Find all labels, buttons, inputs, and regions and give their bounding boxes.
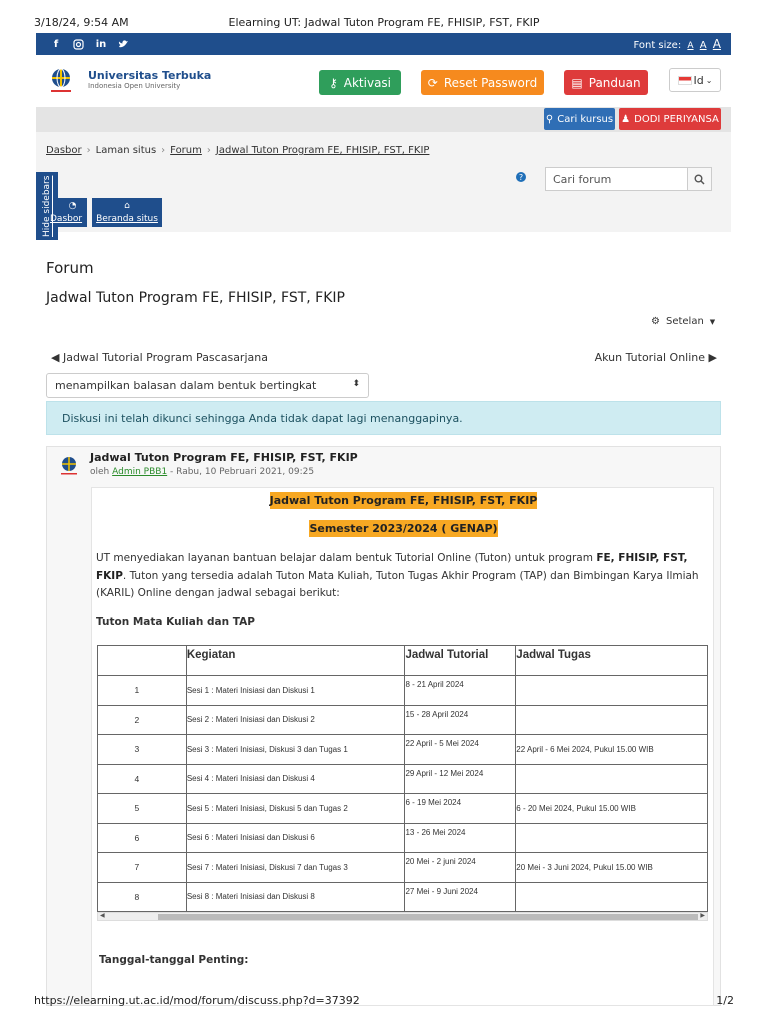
hide-sidebars-button[interactable]: Hide sidebars [36,172,58,240]
cell-kegiatan: Sesi 8 : Materi Inisiasi dan Diskusi 8 [186,882,405,912]
font-size-control [633,37,721,51]
document-icon: ▤ [571,75,583,90]
cari-kursus-button[interactable] [544,108,615,130]
display-mode-select[interactable] [46,373,369,398]
prev-discussion-link[interactable]: ◀ Jadwal Tutorial Program Pascasarjana [51,351,268,364]
cell-no: 1 [98,676,187,706]
facebook-icon[interactable]: f [53,38,59,50]
cell-jadwal-tugas: 6 - 20 Mei 2024, Pukul 15.00 WIB [516,794,708,824]
language-select[interactable] [669,68,721,92]
panduan-button[interactable] [564,70,648,95]
home-icon: ⌂ [124,201,130,211]
nav-beranda-situs[interactable] [92,198,162,227]
aktivasi-button[interactable] [319,70,401,95]
search-icon [694,174,705,185]
heading-semester: Semester 2023/2024 ( GENAP) [309,522,498,535]
cell-jadwal-tutorial: 20 Mei - 2 juni 2024 [405,853,516,883]
print-title: Elearning UT: Jadwal Tuton Program FE, FHISIP, FST, FKIP [228,16,540,29]
cell-jadwal-tugas [516,882,708,912]
cell-no: 6 [98,823,187,853]
intro-part-a: UT menyediakan layanan bantuan belajar dalam bentuk Tutorial Online (Tuton) untuk program [96,552,597,564]
key-icon: ⚷ [328,75,338,90]
search-icon: ⚲ [545,113,554,125]
breadcrumb: Dasbor › Laman situs › Forum › Jadwal Tuton Program FE, FHISIP, FST, FKIP [46,145,430,156]
display-mode-value: menampilkan balasan dalam bentuk bertingkat [55,379,317,392]
scrollbar-thumb[interactable] [158,914,698,920]
cell-no: 4 [98,764,187,794]
cell-no: 7 [98,853,187,883]
col-header-kegiatan: Kegiatan [186,646,405,676]
refresh-icon: ⟳ [427,75,438,90]
heading-program: Jadwal Tuton Program FE, FHISIP, FST, FKIP [269,494,538,507]
cell-no: 3 [98,735,187,765]
instagram-icon[interactable] [68,33,88,55]
scroll-left-icon[interactable]: ◀ [100,912,105,919]
cell-kegiatan: Sesi 3 : Materi Inisiasi, Diskusi 3 dan Tugas 1 [186,735,405,765]
table-horizontal-scrollbar[interactable] [97,912,708,921]
brand-subtitle: Indonesia Open University [88,82,181,90]
post-byline [90,467,314,477]
cell-jadwal-tutorial: 29 April - 12 Mei 2024 [405,764,516,794]
linkedin-icon[interactable]: in [95,38,107,50]
brand-name[interactable]: Universitas Terbuka [88,69,212,82]
section-heading: Tuton Mata Kuliah dan TAP [96,616,255,628]
font-size-medium[interactable]: A [699,40,707,51]
breadcrumb-dasbor[interactable]: Dasbor [46,145,82,156]
cell-no: 5 [98,794,187,824]
cell-jadwal-tutorial: 22 April - 5 Mei 2024 [405,735,516,765]
post-title: Jadwal Tuton Program FE, FHISIP, FST, FKIP [90,451,358,464]
ut-logo-icon[interactable] [46,65,76,95]
intro-paragraph [96,550,708,603]
cell-no: 2 [98,705,187,735]
nav-beranda-label: Beranda situs [96,214,158,224]
col-header-jadwal-tutorial: Jadwal Tutorial [405,646,516,676]
scroll-right-icon[interactable]: ▶ [700,912,705,919]
font-size-label: Font size: [633,40,682,51]
caret-down-icon: ▼ [709,317,716,326]
cell-no: 8 [98,882,187,912]
reset-label: Reset Password [443,75,538,90]
chevron-down-icon: ⌄ [705,75,713,85]
cell-kegiatan: Sesi 2 : Materi Inisiasi dan Diskusi 2 [186,705,405,735]
table-row [98,676,708,706]
site-header [36,55,731,107]
next-discussion-link[interactable]: Akun Tutorial Online ▶ [594,351,717,364]
user-icon: ♟ [621,113,631,125]
post-author-link[interactable]: Admin PBB1 [112,467,168,477]
schedule-table [97,645,708,912]
cell-kegiatan: Sesi 4 : Materi Inisiasi dan Diskusi 4 [186,764,405,794]
cell-jadwal-tutorial: 15 - 28 April 2024 [405,705,516,735]
col-header-jadwal-tugas: Jadwal Tugas [516,646,708,676]
table-row [98,705,708,735]
font-size-small[interactable]: A [687,41,694,51]
intro-programs: FE, FHISIP, FST, FKIP [96,552,688,582]
top-bar [36,33,731,55]
search-forum-input[interactable]: Cari forum [545,167,688,191]
aktivasi-label: Aktivasi [343,75,392,90]
cell-kegiatan: Sesi 6 : Materi Inisiasi dan Diskusi 6 [186,823,405,853]
user-name: DODI PERIYANSA [634,113,719,125]
user-menu-button[interactable] [619,108,721,130]
author-avatar[interactable] [58,455,80,477]
dashboard-icon: ◔ [68,201,77,211]
locked-alert: Diskusi ini telah dikunci sehingga Anda tidak dapat lagi menanggapinya. [46,401,721,435]
table-row [98,794,708,824]
cell-kegiatan: Sesi 1 : Materi Inisiasi dan Diskusi 1 [186,676,405,706]
nav-dasbor-label: Dasbor [50,214,83,224]
twitter-icon[interactable] [113,33,133,55]
cell-kegiatan: Sesi 7 : Materi Inisiasi, Diskusi 7 dan Tugas 3 [186,853,405,883]
important-dates-heading: Tanggal-tanggal Penting: [99,954,249,966]
table-header-row [98,646,708,676]
cell-jadwal-tutorial: 27 Mei - 9 Juni 2024 [405,882,516,912]
cell-jadwal-tugas [516,705,708,735]
settings-menu[interactable] [651,316,715,327]
cell-jadwal-tutorial: 13 - 26 Mei 2024 [405,823,516,853]
settings-label: Setelan [665,316,704,327]
table-row [98,735,708,765]
col-header-no [98,646,187,676]
cell-jadwal-tugas [516,764,708,794]
print-date: 3/18/24, 9:54 AM [34,16,129,29]
cell-jadwal-tugas: 22 April - 6 Mei 2024, Pukul 15.00 WIB [516,735,708,765]
byline-prefix: oleh [90,467,110,477]
indonesia-flag-icon [678,76,692,85]
cell-jadwal-tutorial: 8 - 21 April 2024 [405,676,516,706]
intro-part-c: . Tuton yang tersedia adalah Tuton Mata Kuliah, Tuton Tugas Akhir Program (TAP) dan Bimbingan Karya Ilmiah (KARIL) Online dengan jadwal sebagai berikut: [96,569,699,599]
print-url: https://elearning.ut.ac.id/mod/forum/discuss.php?d=37392 [34,994,360,1007]
discussion-title: Jadwal Tuton Program FE, FHISIP, FST, FKIP [46,290,345,306]
content-subheading [92,522,715,535]
table-row [98,882,708,912]
breadcrumb-discussion[interactable]: Jadwal Tuton Program FE, FHISIP, FST, FKIP [215,145,430,156]
nav-dasbor[interactable] [50,198,87,227]
search-forum-button[interactable] [687,167,712,191]
select-arrows-icon: ⬍ [352,379,360,389]
help-icon[interactable]: ? [516,172,526,182]
reset-password-button[interactable] [421,70,544,95]
page-title: Forum [46,259,94,277]
print-header [0,0,768,34]
font-size-large[interactable]: A [712,37,721,51]
cell-jadwal-tugas [516,823,708,853]
table-row [98,853,708,883]
post-date: - Rabu, 10 Pebruari 2021, 09:25 [167,467,315,477]
breadcrumb-forum[interactable]: Forum [170,145,202,156]
cell-kegiatan: Sesi 5 : Materi Inisiasi, Diskusi 5 dan Tugas 2 [186,794,405,824]
breadcrumb-laman-situs: Laman situs [95,145,157,156]
cell-jadwal-tutorial: 6 - 19 Mei 2024 [405,794,516,824]
print-page-number: 1/2 [716,994,734,1007]
panduan-label: Panduan [588,75,641,90]
cell-jadwal-tugas: 20 Mei - 3 Juni 2024, Pukul 15.00 WIB [516,853,708,883]
content-heading [92,494,715,507]
gear-icon: ⚙ [651,316,660,327]
table-row [98,823,708,853]
cari-kursus-label: Cari kursus [557,113,614,125]
language-label: Id [693,73,704,87]
cell-jadwal-tugas [516,676,708,706]
table-row [98,764,708,794]
